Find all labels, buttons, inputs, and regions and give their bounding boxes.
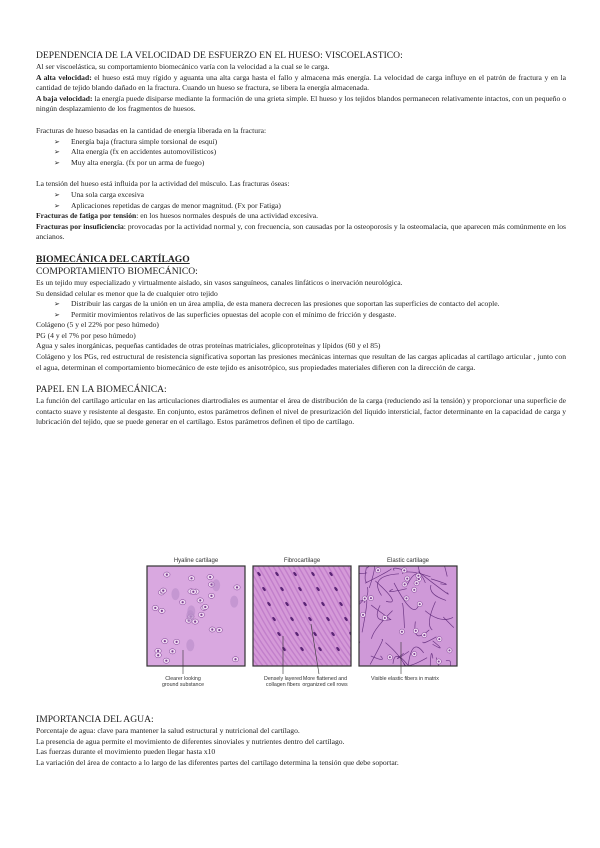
water-section [36,714,566,768]
chondrocyte-nucleus [157,654,159,656]
list-item: ➢ Una sola carga excesiva [54,189,145,199]
caption-fibro-b-1: More flattened and [302,676,348,682]
chondrocyte-nucleus [211,628,213,630]
panel-title-fibrocartilage: Fibrocartilage [283,558,321,564]
document-page [36,50,566,428]
paragraph-tejido: Es un tejido muy especializado y virtualmente aislado, sin vasos sanguíneos, canales linfáticos o inervación neurológica. [36,277,403,287]
list-item: ➢ Aplicaciones repetidas de cargas de menor magnitud. (Fx por Fatiga) [54,200,281,210]
elastic-cell-nucleus [384,617,386,619]
chondrocyte-nucleus [218,629,220,631]
caption-hyaline-1: Clearer looking [165,676,201,682]
section-title-cartilago: BIOMECÁNICA DEL CARTÍLAGO [36,253,190,265]
water-line: Las fuerzas durante el movimiento pueden llegar hasta x10 [36,747,216,757]
section-title-papel: PAPEL EN LA BIOMECÁNICA: [36,384,167,396]
elastic-cell-nucleus [416,582,418,584]
arrow-bullet-icon: ➢ [54,300,60,309]
matrix-blob [230,596,238,608]
elastic-cell-nucleus [389,656,391,658]
arrow-bullet-icon: ➢ [54,190,60,199]
caption-fibro-a-1: Densely layered [264,676,302,682]
elastic-cell-nucleus [448,649,450,651]
paragraph-tension: La tensión del hueso está influida por la actividad del músculo. Las fracturas óseas: [36,179,290,189]
paragraph-alta-velocidad: A alta velocidad: el hueso está muy rígido y aguanta una alta carga hasta el fallo y almacena más energía. La velocidad de carga influye en el patrón de fractura y en la cantidad de tejido blando dañado en la fractura. Cuando un hueso se fractura, se libera la energía almacenada. [36,72,567,93]
chondrocyte-nucleus [234,658,236,660]
flattened-cell [354,646,359,651]
elastic-cell-nucleus [377,569,379,571]
paragraph-fatiga: Fracturas de fatiga por tensión: en los huesos normales después de una actividad excesiva. [36,211,319,221]
arrow-bullet-icon: ➢ [54,137,60,146]
paragraph-fracturas: Fracturas de hueso basadas en la cantidad de energía liberada en la fractura: [36,125,267,135]
elastic-cell-nucleus [370,597,372,599]
paragraph-colageno: Colágeno (5 y el 22% por peso húmedo) [36,320,159,330]
list-item: ➢ Muy alta energía. (fx por un arma de fuego) [54,157,205,167]
chondrocyte-nucleus [171,650,173,652]
water-line: Porcentaje de agua: clave para mantener la salud estructural y nutricional del cartílago. [36,726,300,735]
caption-fibro-a-2: collagen fibers [265,682,301,688]
chondrocyte-nucleus [161,610,163,612]
label-alta-velocidad: A alta velocidad: [36,72,92,82]
chondrocyte-nucleus [209,576,211,578]
elastic-cell-nucleus [438,661,440,663]
hyaline-panel [147,566,245,666]
caption-hyaline-2: ground substance [161,682,205,688]
elastic-cell-nucleus [419,603,421,605]
chondrocyte-nucleus [192,591,194,593]
paragraph-red-estructural: Colágeno y los PGs, red estructural de resistencia significativa soportan las presiones mecánicas internas que resultan de las cargas aplicadas al cartílago articular , junto con el agua, determinan el comportamiento biomecánico de este tejido es anisotrópico, sus propiedades materiales difieren con la dirección de carga. [36,352,566,372]
chondrocyte-nucleus [166,574,168,576]
paragraph-insuficiencia: Fracturas por insuficiencia: provocadas por la actividad normal y, con frecuencia, son causadas por la osteoporosis y la osteomalacia, que aparecen más comúnmente en los ancianos. [36,221,567,242]
chondrocyte-nucleus [204,606,206,608]
subtitle-comportamiento: COMPORTAMIENTO BIOMECÁNICO: [36,265,198,277]
cartilage-types-figure [143,554,473,694]
chondrocyte-nucleus [210,595,212,597]
elastic-cell-nucleus [438,638,440,640]
paragraph-pg: PG (4 y el 7% por peso húmedo) [36,330,136,340]
elastic-cell-nucleus [364,598,366,600]
cartilage-function-list [36,299,566,320]
caption-elastic: Visible elastic fibers in matrix [371,676,439,682]
paragraph-papel: La función del cartílago articular en las articulaciones diartrodiales es aumentar el área de distribución de la carga (reduciendo así la tensión) y proporcionar una superficie de contacto suave y resistente al desgaste. En conjunto, estos parámetros definen el nivel de presurización del líquido intersticial, factor determinante en la capacidad de carga y lubricación del tejido, que se puede generar en el cartílago. Estos parámetros definen el tipo de cartílago. [36,396,566,427]
elastic-cell-nucleus [405,597,407,599]
arrow-bullet-icon: ➢ [54,201,60,210]
energy-list [36,137,566,169]
elastic-cell-nucleus [406,578,408,580]
list-item: ➢ Energía baja (fractura simple torsional de esquí) [54,136,218,146]
chondrocyte-nucleus [165,660,167,662]
matrix-blob [186,639,194,651]
matrix-blob [171,588,179,600]
elastic-cell-nucleus [413,589,415,591]
chondrocyte-nucleus [194,620,196,622]
matrix-blob [187,605,195,617]
elastic-cell-nucleus [362,614,364,616]
paragraph-agua-sales: Agua y sales inorgánicas, pequeñas cantidades de otras proteínas matriciales, glicoproteínas y lípidos (60 y el 85) [36,341,381,351]
section-title-agua: IMPORTANCIA DEL AGUA: [36,714,154,725]
chondrocyte-nucleus [164,640,166,642]
paragraph-baja-velocidad: A baja velocidad: la energía puede disiparse mediante la formación de una grieta simple. El hueso y los tejidos blandos permanecen relativamente intactos, con un pequeño o ningún desplazamiento de los fragmentos de huesos. [36,93,566,114]
chondrocyte-nucleus [175,641,177,643]
arrow-bullet-icon: ➢ [54,310,60,319]
matrix-blob [212,579,220,591]
elastic-cell-nucleus [404,583,406,585]
elastic-cell-nucleus [403,569,405,571]
caption-fibro-b-2: organized cell rows [302,682,348,688]
panel-title-hyaline: Hyaline cartilage [173,558,219,564]
panel-title-elastic: Elastic cartilage [386,558,430,564]
chondrocyte-nucleus [157,650,159,652]
elastic-cell-nucleus [417,575,419,577]
chondrocyte-nucleus [199,599,201,601]
elastic-cell-nucleus [401,631,403,633]
chondrocyte-nucleus [200,614,202,616]
paragraph-densidad: Su densidad celular es menor que la de cualquier otro tejido [36,288,218,298]
arrow-bullet-icon: ➢ [54,158,60,167]
list-item: ➢ Permitir movimientos relativos de las superficies opuestas del acople con el mínimo de fricción y desgaste. [54,309,397,319]
chondrocyte-nucleus [182,601,184,603]
section-title-velocidad: DEPENDENCIA DE LA VELOCIDAD DE ESFUERZO EN EL HUESO: VISCOELASTICO: [36,50,403,61]
chondrocyte-nucleus [162,589,164,591]
elastic-cell-nucleus [423,634,425,636]
list-item: ➢ Distribuir las cargas de la unión en un área amplia, de esta manera decrecen las presiones que soportan las superficies de contacto del acople. [54,299,500,309]
chondrocyte-nucleus [236,586,238,588]
water-line: La presencia de agua permite el movimiento de diferentes sinoviales y nutrientes dentro del cartílago. [36,736,345,746]
tension-list [36,190,566,211]
paragraph-intro: Al ser viscoelástica, su comportamiento biomecánico varía con la velocidad a la cual se le carga. [36,62,330,71]
label-baja-velocidad: A baja velocidad: [36,93,93,103]
elastic-cell-nucleus [415,630,417,632]
list-item: ➢ Alta energía (fx en accidentes automovilísticos) [54,147,217,157]
water-line: La variación del área de contacto a lo largo de las diferentes partes del cartílago determina la tensión que debe soportar. [36,757,399,767]
chondrocyte-nucleus [154,607,156,609]
arrow-bullet-icon: ➢ [54,148,60,157]
elastic-cell-nucleus [413,653,415,655]
chondrocyte-nucleus [190,577,192,579]
